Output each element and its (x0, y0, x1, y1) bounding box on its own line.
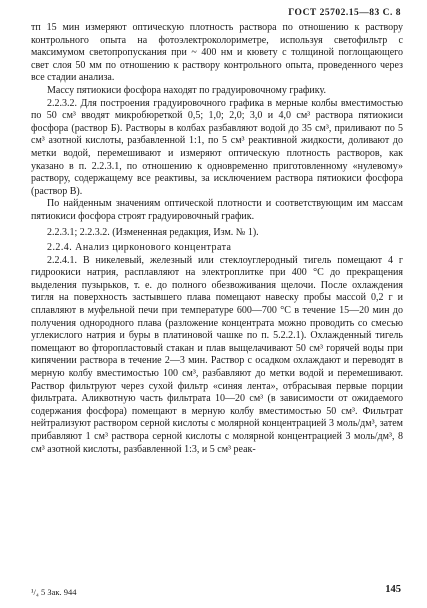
document-body (31, 22, 403, 456)
paragraph-2-2-4-1: 2.2.4.1. В никелевый, железный или стеклоуглеродный тигель помещают 4 г гидроокиси натрия, расплавляют на электроплитке при 400 °С до прекращения выделения пузырьков, т. е. до полного обезвоживания щелочи. После охлаждения тигля на поверхность застывшего плава помещают навеску пробы массой 0,2 г и сплавляют в муфельной печи при температуре 600—700 °С в течение 15—20 мин до получения однородного плава (разложение концентрата можно проводить со смесью углекислого натрия и буры в платиновой чашке по п. 5.2.2.1). Охлажденный тигель помещают во фторопластовый стакан и плав выщелачивают 50 см³ горячей воды при кипячении раствора в течение 2—3 мин. Раствор с осадком охлаждают и переводят в мерную колбу вместимостью 100 см³, разбавляют до метки водой и перемешивают. Раствор фильтруют через сухой фильтр «синяя лента», отбрасывая первые порции фильтрата. Аликвотную часть фильтрата 10—20 см³ (в зависимости от ожидаемого содержания фосфора) помещают в мерную колбу вместимостью 50 см³. Фильтрат нейтрализуют раствором серной кислоты с молярной концентрацией 3 моль/дм³, затем прибавляют 1 см³ раствора серной кислоты с молярной концентрацией 3 моль/дм³, 8 см³ азотной кислоты, разбавленной 1:3, и 5 см³ реак- (31, 254, 403, 455)
amendment-note: 2.2.3.1; 2.2.3.2. (Измененная редакция, Изм. № 1). (47, 226, 259, 238)
paragraph-continuation: тп 15 мин измеряют оптическую плотность раствора по отношению к раствору контрольного опыта на фотоэлектроколориметре, используя светофильтр с максимумом светопропускания при ~ 400 нм и кювету с толщиной поглощающего свет слоя 50 мм по отношению к раствору контрольного опыта, проведенного через все стадии анализа. (31, 22, 403, 84)
paragraph-2-2-3-2: 2.2.3.2. Для построения градуировочного графика в мерные колбы вместимостью по 50 см³ вводят микробюреткой 0,5; 1,0; 2,0; 3,0 и 4,0 см³ раствора пятиокиси фосфора (раствор Б). Растворы в колбах разбавляют водой до 35 см³, приливают по 5 см³ азотной кислоты, разбавленной 1:1, по 5 см³ реактивной жидкости, доливают до метки водой, перемешивают и измеряют оптическую плотность растворов, как указано в п. 2.2.3.1, по отношению к одновременно приготовленному «нулевому» раствору, содержащему все реактивы, за исключением раствора пятиокиси фосфора (раствор В). (31, 97, 403, 197)
paragraph-mass-note: Массу пятиокиси фосфора находят по градуировочному графику. (47, 84, 326, 96)
page-header: ГОСТ 25702.15—83 С. 8 (288, 8, 401, 18)
paragraph-graph-build: По найденным значениям оптической плотности и соответствующим им массам пятиокиси фосфора строят градуировочный график. (31, 198, 403, 222)
footer-print-mark: ¹/₄ 5 Зак. 944 (31, 587, 77, 597)
page-number: 145 (385, 584, 401, 595)
section-heading-2-2-4: 2.2.4. Анализ цирконового концентрата (47, 242, 232, 254)
